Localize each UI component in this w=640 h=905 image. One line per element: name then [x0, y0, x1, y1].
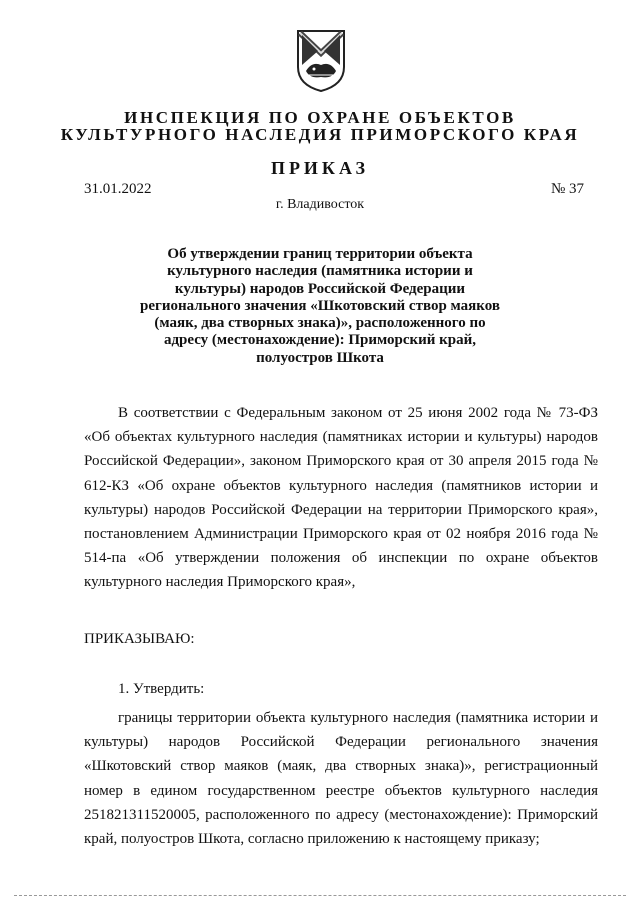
item-1-text: границы территории объекта культурного наследия (памятника истории и культуры) народов Российской Федерации регионального значения «Шкотовский створ маяков (маяк, два створных знака)», регистрационный номер в едином государственном реестре объектов культурного наследия 251821311520005, расположенного по адресу (местонахождение): Приморский край, полуостров Шкота, согласно приложению к настоящему приказу; [84, 710, 598, 848]
preamble-paragraph [84, 401, 598, 595]
order-word: ПРИКАЗЫВАЮ: [84, 631, 195, 647]
document-city: г. Владивосток [275, 197, 365, 212]
organization-line-2: КУЛЬТУРНОГО НАСЛЕДИЯ ПРИМОРСКОГО КРАЯ [60, 125, 580, 144]
organization-line-1: ИНСПЕКЦИЯ ПО ОХРАНЕ ОБЪЕКТОВ [124, 108, 516, 127]
document-number: № 37 [550, 181, 584, 197]
document-type: ПРИКАЗ [270, 158, 370, 178]
preamble-text: В соответствии с Федеральным законом от 25 июня 2002 года № 73-ФЗ «Об объектах культурного наследия (памятниках истории и культуры) народов Российской Федерации», законом Приморского края от 30 апреля 2015 года № 612-КЗ «Об охране объектов культурного наследия (памятников истории и культуры) народов Российской Федерации на территории Приморского края», постановлением Администрации Приморского края от 02 ноября 2016 года № 514-па «Об утверждении положения об инспекции по охране объектов культурного наследия Приморского края», [84, 405, 598, 591]
document-date: 31.01.2022 [84, 181, 152, 197]
coat-of-arms-icon [294, 27, 348, 93]
item-1-heading: 1. Утвердить: [118, 681, 205, 697]
item-1-paragraph [84, 706, 598, 851]
page-edge-divider [14, 895, 626, 896]
document-title: Об утверждении границ территории объекта культурного наследия (памятника истории и культуры) народов Российской Федерации регионального значения «Шкотовский створ маяков (маяк, два створных знака)», расположенного по адресу (местонахождение): Приморский край, полуостров Шкота [140, 246, 500, 366]
